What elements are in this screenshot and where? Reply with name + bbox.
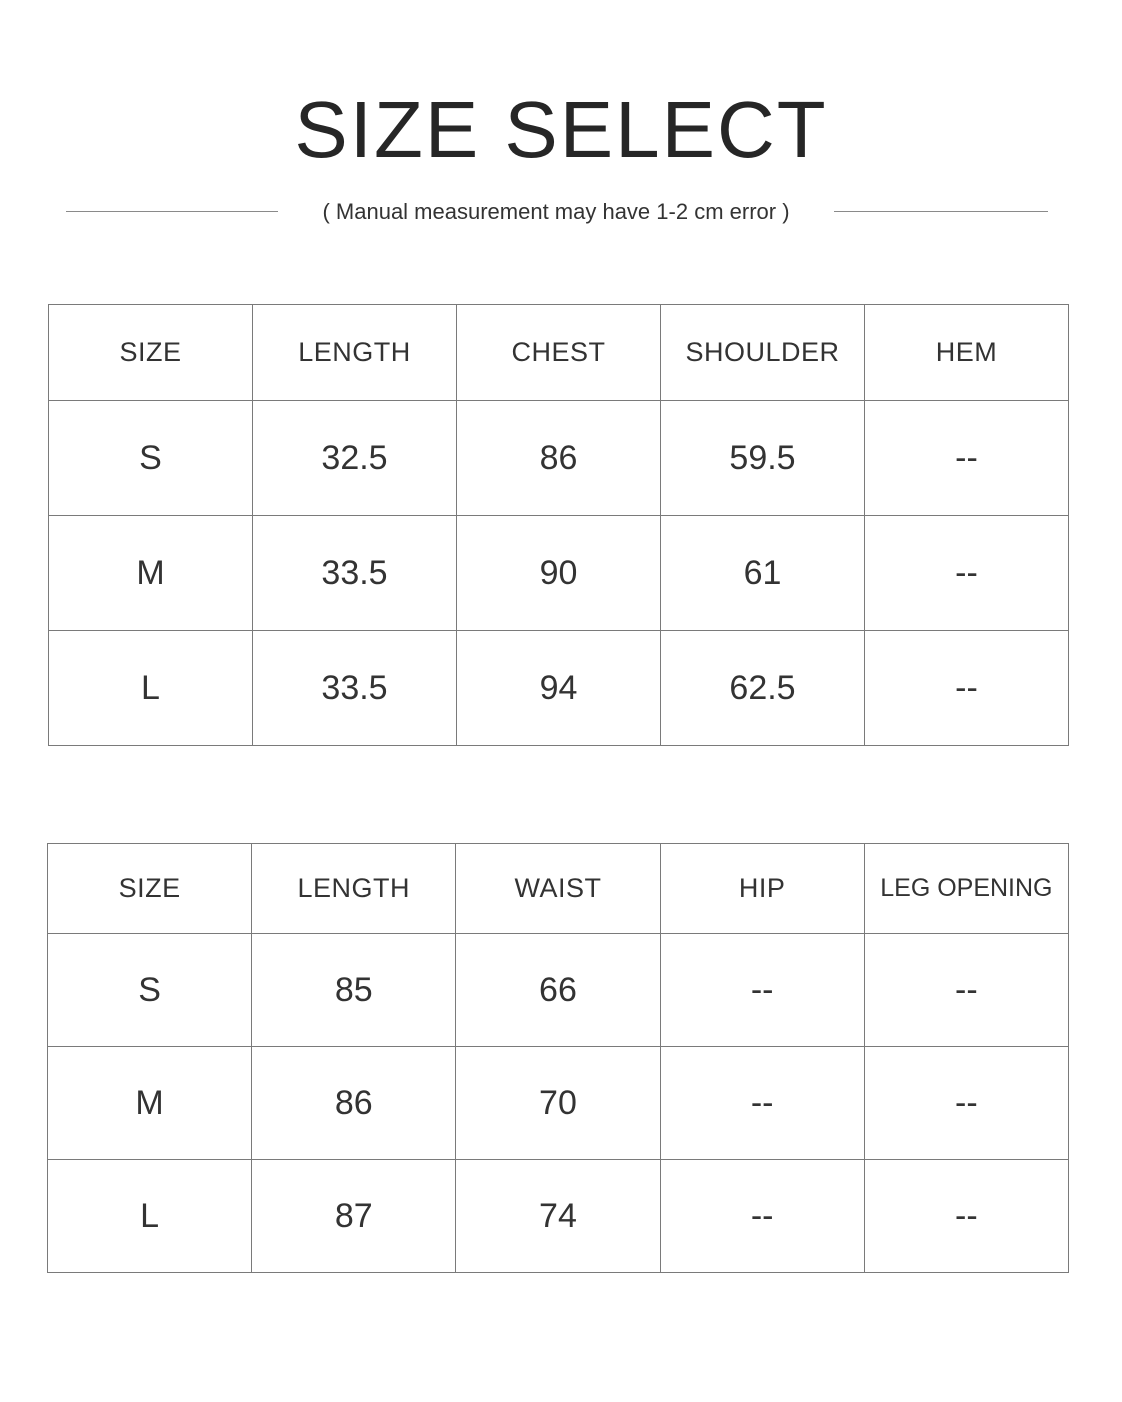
header-cell: CHEST: [457, 305, 661, 401]
table-cell: --: [865, 516, 1069, 631]
divider-left: [66, 211, 278, 212]
table-cell: 32.5: [253, 401, 457, 516]
table-cell: --: [864, 1160, 1068, 1273]
table-cell: 90: [457, 516, 661, 631]
header-cell: SIZE: [48, 844, 252, 934]
table-row: [49, 401, 1069, 516]
table-row: [48, 934, 1069, 1047]
table-cell: 74: [456, 1160, 660, 1273]
table-cell: --: [660, 1160, 864, 1273]
header-cell: LENGTH: [252, 844, 456, 934]
table-cell: 33.5: [253, 516, 457, 631]
divider-right: [834, 211, 1048, 212]
table-row: [49, 631, 1069, 746]
table-cell: --: [660, 1047, 864, 1160]
table-cell: 61: [661, 516, 865, 631]
table-cell: 33.5: [253, 631, 457, 746]
table-row: [48, 1160, 1069, 1273]
table-cell: S: [49, 401, 253, 516]
table-cell: L: [48, 1160, 252, 1273]
table-cell: --: [864, 1047, 1068, 1160]
header-cell: LEG OPENING: [864, 844, 1068, 934]
table-cell: 59.5: [661, 401, 865, 516]
table-cell: M: [48, 1047, 252, 1160]
table-row: [48, 1047, 1069, 1160]
header-cell: LENGTH: [253, 305, 457, 401]
table-cell: --: [865, 631, 1069, 746]
subtitle-row: [66, 198, 1048, 226]
table-cell: 70: [456, 1047, 660, 1160]
table-cell: S: [48, 934, 252, 1047]
header-cell: HEM: [865, 305, 1069, 401]
table-row: [49, 516, 1069, 631]
table-cell: L: [49, 631, 253, 746]
header-cell: SHOULDER: [661, 305, 865, 401]
table-cell: --: [864, 934, 1068, 1047]
table-header-row: [49, 305, 1069, 401]
header-cell: SIZE: [49, 305, 253, 401]
page-title: SIZE SELECT: [294, 85, 828, 174]
table-cell: 66: [456, 934, 660, 1047]
header-cell: WAIST: [456, 844, 660, 934]
table-cell: M: [49, 516, 253, 631]
table-cell: 86: [252, 1047, 456, 1160]
table-cell: 87: [252, 1160, 456, 1273]
measurement-note: ( Manual measurement may have 1-2 cm error ): [322, 199, 790, 224]
bottom-size-table: [47, 843, 1069, 1273]
table-cell: --: [660, 934, 864, 1047]
table-cell: 62.5: [661, 631, 865, 746]
header-cell: HIP: [660, 844, 864, 934]
table-cell: 85: [252, 934, 456, 1047]
table-cell: 86: [457, 401, 661, 516]
table-cell: --: [865, 401, 1069, 516]
table-header-row: [48, 844, 1069, 934]
top-size-table: [48, 304, 1069, 746]
table-cell: 94: [457, 631, 661, 746]
